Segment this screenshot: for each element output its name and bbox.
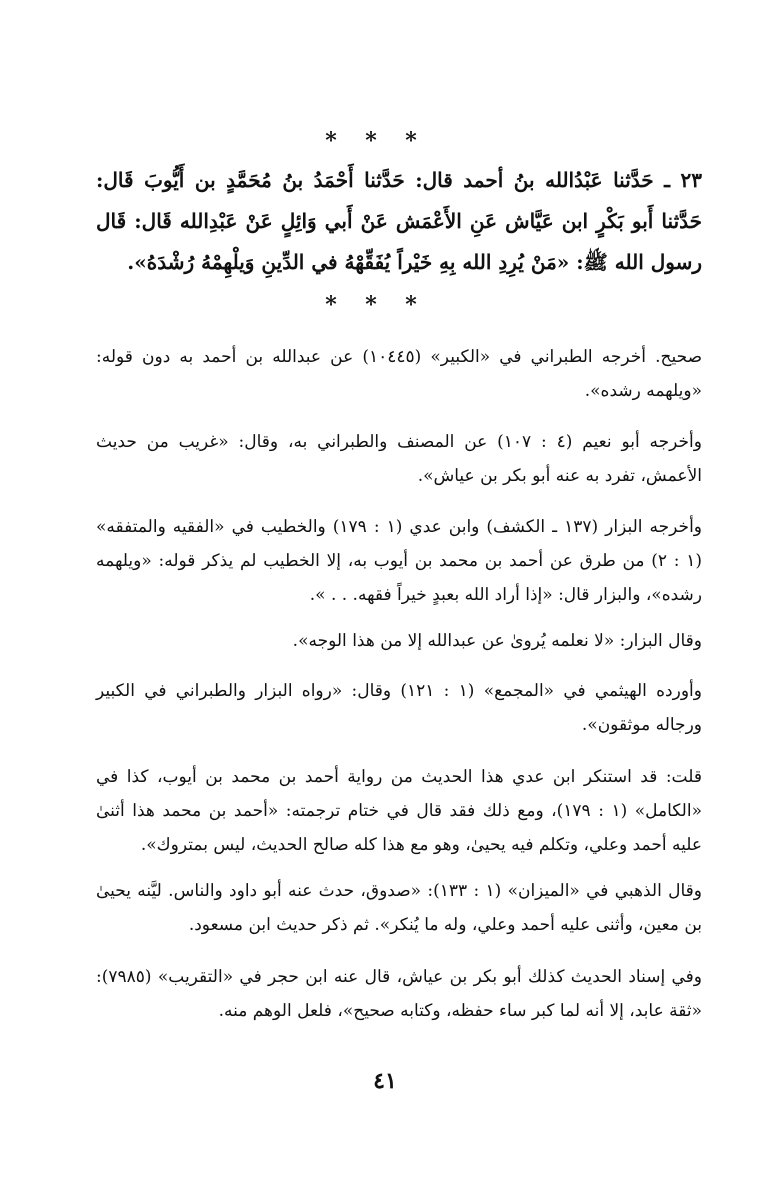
- star-4: *: [325, 292, 365, 318]
- commentary-paragraph-8: وفي إسناد الحديث كذلك أبو بكر بن عياش، قال عنه ابن حجر في «التقريب» (٧٩٨٥): «ثقة عابد، إلا أنه لما كبر ساء حفظه، وكتابه صحيح»، فلعل الوهم منه.: [96, 967, 702, 1021]
- star-2: *: [365, 128, 405, 154]
- commentary-paragraph-1: صحيح. أخرجه الطبراني في «الكبير» (١٠٤٤٥) عن عبدالله بن أحمد به دون قوله: «ويلهمه رشده».: [96, 347, 702, 401]
- top-separator: [0, 128, 770, 154]
- star-1: *: [325, 128, 365, 154]
- star-5: *: [365, 292, 405, 318]
- commentary-paragraph-4: وقال البزار: «لا نعلمه يُروىٰ عن عبدالله إلا من هذا الوجه».: [292, 631, 702, 651]
- commentary-paragraph-2: وأخرجه أبو نعيم (٤ : ١٠٧) عن المصنف والطبراني به، وقال: «غريب من حديث الأعمش، تفرد به عنه أبو بكر بن عياش».: [96, 432, 702, 486]
- commentary-paragraph-7: وقال الذهبي في «الميزان» (١ : ١٣٣): «صدوق، حدث عنه أبو داود والناس. ليَّنه يحيىٰ بن معين، وأثنى عليه أحمد وعلي، وله ما يُنكر». ثم ذكر حديث ابن مسعود.: [96, 881, 702, 935]
- hadith-text: ٢٣ ـ حَدَّثنا عَبْدُالله بنُ أحمد قال: حَدَّثنا أَحْمَدُ بنُ مُحَمَّدٍ بن أَيُّوبَ قَال: حَدَّثنا أَبو بَكْرٍ ابن عَيَّاش عَنِ الأَعْمَش عَنْ أَبي وَائِلٍ عَنْ عَبْدِالله قَال: قَال رسول الله ﷺ: «مَنْ يُرِدِ الله بِهِ خَيْراً يُفَقِّهْهُ في الدِّينِ وَيلْهِمْهُ رُشْدَهُ».: [96, 168, 702, 274]
- star-3: *: [405, 128, 445, 154]
- commentary-paragraph-6: قلت: قد استنكر ابن عدي هذا الحديث من رواية أحمد بن محمد بن أيوب، كذا في «الكامل» (١ : ١٧٩)، ومع ذلك فقد قال في ختام ترجمته: «أحمد بن محمد هذا أثنىٰ عليه أحمد وعلي، وتكلم فيه يحيىٰ، وهو مع هذا كله صالح الحديث، ليس بمتروك».: [96, 767, 702, 855]
- middle-separator: [0, 292, 770, 318]
- page-number: ٤١: [373, 1068, 397, 1094]
- commentary-paragraph-3: وأخرجه البزار (١٣٧ ـ الكشف) وابن عدي (١ : ١٧٩) والخطيب في «الفقيه والمتفقه» (١ : ٢) من طرق عن أحمد بن محمد بن أيوب به، إلا الخطيب لم يذكر قوله: «ويلهمه رشده»، والبزار قال: «إذا أراد الله بعبدٍ خيراً فقهه. . . ».: [96, 517, 702, 605]
- commentary-paragraph-5: وأورده الهيثمي في «المجمع» (١ : ١٢١) وقال: «رواه البزار والطبراني في الكبير ورجاله موثقون».: [96, 681, 702, 735]
- star-6: *: [405, 292, 445, 318]
